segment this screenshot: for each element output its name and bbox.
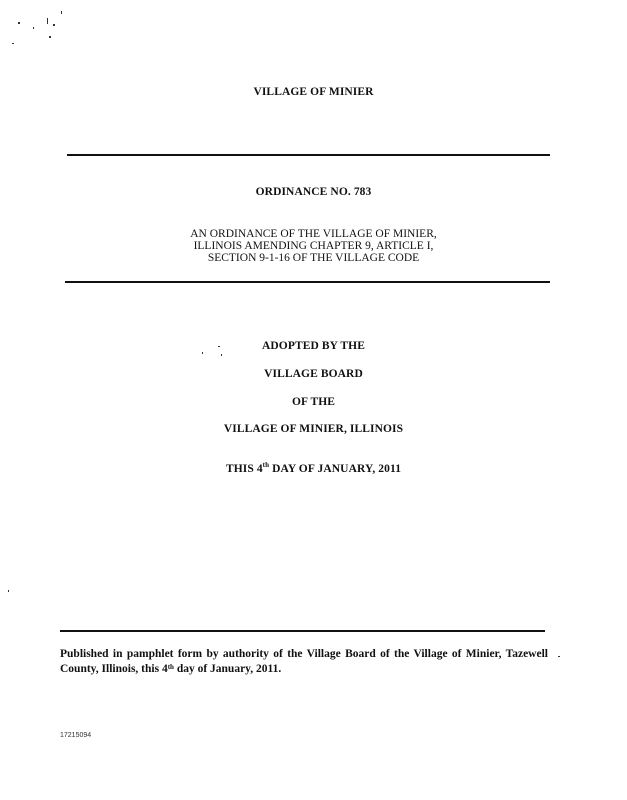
adoption-date-ordinal: th <box>262 461 270 469</box>
publication-text-suffix: day of January, 2011. <box>173 663 282 675</box>
adoption-line: OF THE <box>291 396 336 408</box>
adoption-line: ADOPTED BY THE <box>261 340 365 352</box>
publication-ordinal: th <box>167 663 174 671</box>
scan-speck <box>12 43 14 44</box>
scan-speck <box>18 22 20 24</box>
scan-speck <box>558 656 560 657</box>
village-title: VILLAGE OF MINIER <box>253 86 374 98</box>
divider-rule <box>67 154 550 156</box>
ordinance-number: ORDINANCE NO. 783 <box>255 186 372 198</box>
publication-notice <box>60 647 548 677</box>
ordinance-title-line: SECTION 9-1-16 OF THE VILLAGE CODE <box>207 252 420 264</box>
adoption-date-suffix: DAY OF JANUARY, 2011 <box>269 463 402 475</box>
scan-speck <box>8 590 9 592</box>
ordinance-title-line: AN ORDINANCE OF THE VILLAGE OF MINIER, <box>190 228 437 240</box>
document-id: 17215094 <box>60 732 92 739</box>
scan-speck <box>202 352 203 354</box>
scan-speck <box>221 354 222 356</box>
scan-speck <box>61 11 62 14</box>
adoption-date <box>0 463 627 475</box>
divider-rule <box>65 281 550 283</box>
publication-text-prefix: Published in pamphlet form by authority of the Village Board of the Village of Minier, Tazewell County, Illinois, this 4 <box>60 648 548 675</box>
ordinance-title-line: ILLINOIS AMENDING CHAPTER 9, ARTICLE I, <box>193 240 434 252</box>
scan-speck <box>53 24 55 26</box>
scan-speck <box>47 18 48 24</box>
divider-rule <box>60 630 545 632</box>
scan-speck <box>49 36 51 38</box>
adoption-date-prefix: THIS 4 <box>225 463 263 475</box>
adoption-line: VILLAGE OF MINIER, ILLINOIS <box>223 423 404 435</box>
adoption-line: VILLAGE BOARD <box>264 368 363 380</box>
scan-speck <box>33 27 34 29</box>
